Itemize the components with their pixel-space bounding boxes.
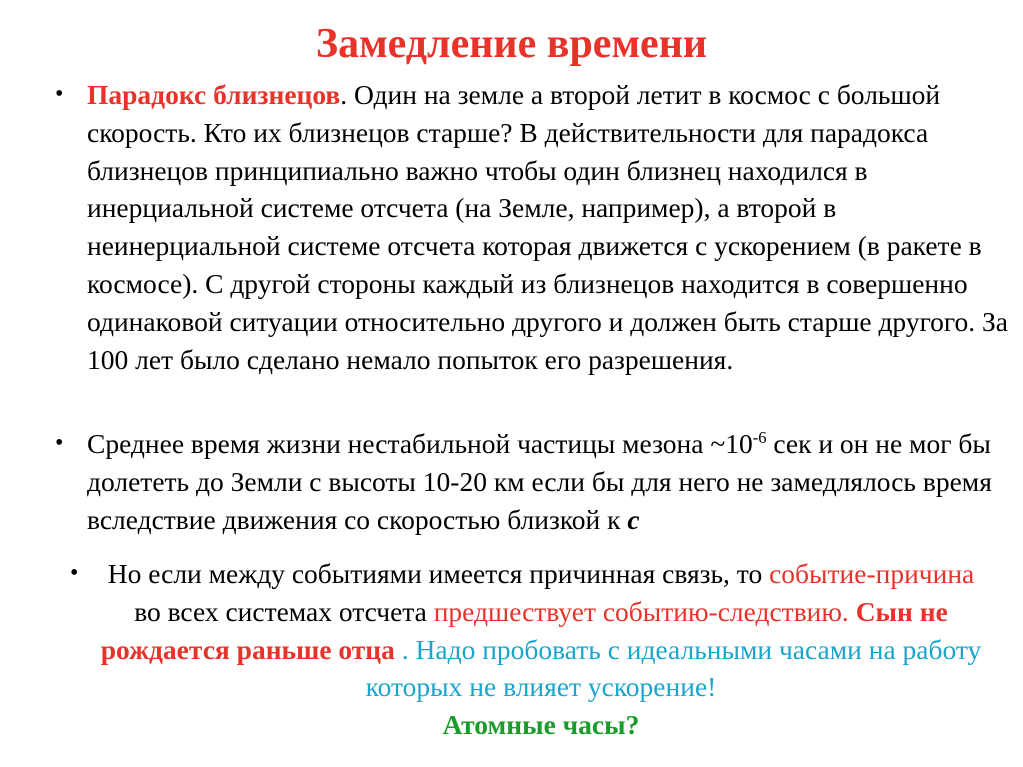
causality-part3: во всех системах отсчета	[134, 595, 434, 627]
bullet-marker: •	[70, 560, 79, 586]
meson-text-before: Среднее время жизни нестабильной частицы мезона ~10	[87, 428, 753, 459]
bullet-marker: •	[55, 430, 64, 456]
causality-son-father: Сын не рождается раньше отца	[100, 595, 948, 665]
speed-of-light-symbol: с	[627, 503, 640, 535]
bullet-twin-paradox	[50, 76, 1010, 378]
bullet-body: . Один на земле а второй летит в космос с большой скорость. Кто их близнецов старше? В действительности для парадокса близнецов принципиально важно чтобы один близнец находился в инерциальной системе отсчета (на Земле, например), а второй в неинерциальной системе отсчета которая движется с ускорением (в ракете в космосе). С другой стороны каждый из близнецов находится в совершенно одинаковой ситуации относительно другого и должен быть старше другого. За 100 лет было сделано немало попыток его разрешения.	[87, 79, 1008, 375]
slide-title: Замедление времени	[315, 21, 708, 67]
bullet-meson	[50, 425, 1010, 538]
bullet-marker: •	[55, 81, 64, 107]
causality-atomic-clocks: Атомные часы?	[442, 709, 640, 741]
bullet-text	[70, 555, 990, 744]
causality-ideal-clocks: . Надо пробовать с идеальными часами на работу которых не влияет ускорение!	[365, 633, 982, 703]
bullet-text	[50, 76, 1010, 378]
meson-text-after: сек и он не мог бы долететь до Земли с высоты 10-20 км если бы для него не замедлялось время вследствие движения со скоростью близкой к	[87, 428, 992, 535]
causality-part1: Но если между событиями имеется причинная связь, то	[107, 558, 770, 589]
bullet-text	[50, 425, 1010, 538]
term-twin-paradox: Парадокс близнецов	[87, 79, 341, 110]
causality-cause-term: событие-причина	[769, 558, 975, 589]
meson-exponent: -6	[752, 427, 767, 447]
causality-effect-term: предшествует событию-следствию.	[433, 595, 856, 627]
bullet-causality	[70, 555, 990, 744]
